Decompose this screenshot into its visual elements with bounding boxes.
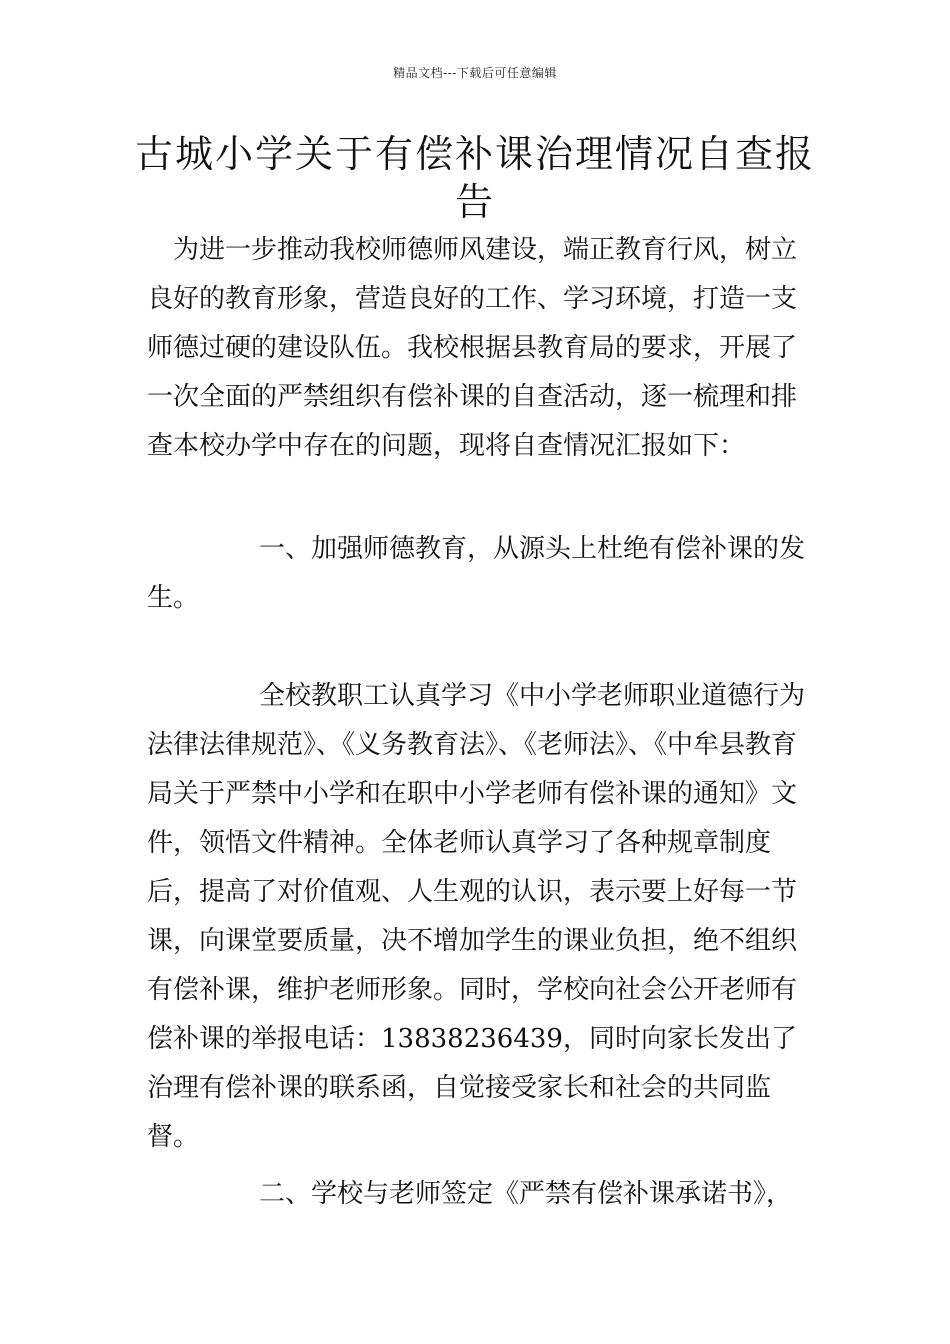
section-heading-1: 一、加强师德教育，从源头上杜绝有偿补课的发生。 — [147, 534, 806, 613]
section-1-paragraph: 全校教职工认真学习《中小学老师职业道德行为法律法律规范》、《义务教育法》、《老师法》、《中牟县教育局关于严禁中小学和在职中小学老师有偿补课的通知》文件，领悟文件精神。全体老师认真学习了各种规章制度后，提高了对价值观、人生观的认识，表示要上好每一节课，向课堂要质量，决不增加学生的课业负担，绝不组织有偿补课，维护老师形象。同时，学校向社会公开老师有偿补课的举报电话：13838236439，同时向家长发出了治理有偿补课的联系函，自觉接受家长和社会的共同监督。 — [147, 681, 806, 1152]
intro-paragraph: 为进一步推动我校师德师风建设，端正教育行风，树立良好的教育形象，营造良好的工作、学习环境，打造一支师德过硬的建设队伍。我校根据县教育局的要求，开展了一次全面的严禁组织有偿补课的自查活动，逐一梳理和排查本校办学中存在的问题，现将自查情况汇报如下： — [147, 235, 798, 461]
page-header: 精品文档---下载后可任意编辑 — [393, 66, 557, 80]
section-heading-2: 二、学校与老师签定《严禁有偿补课承诺书》， — [259, 1179, 793, 1209]
document-title: 古城小学关于有偿补课治理情况自查报告 — [134, 132, 815, 224]
